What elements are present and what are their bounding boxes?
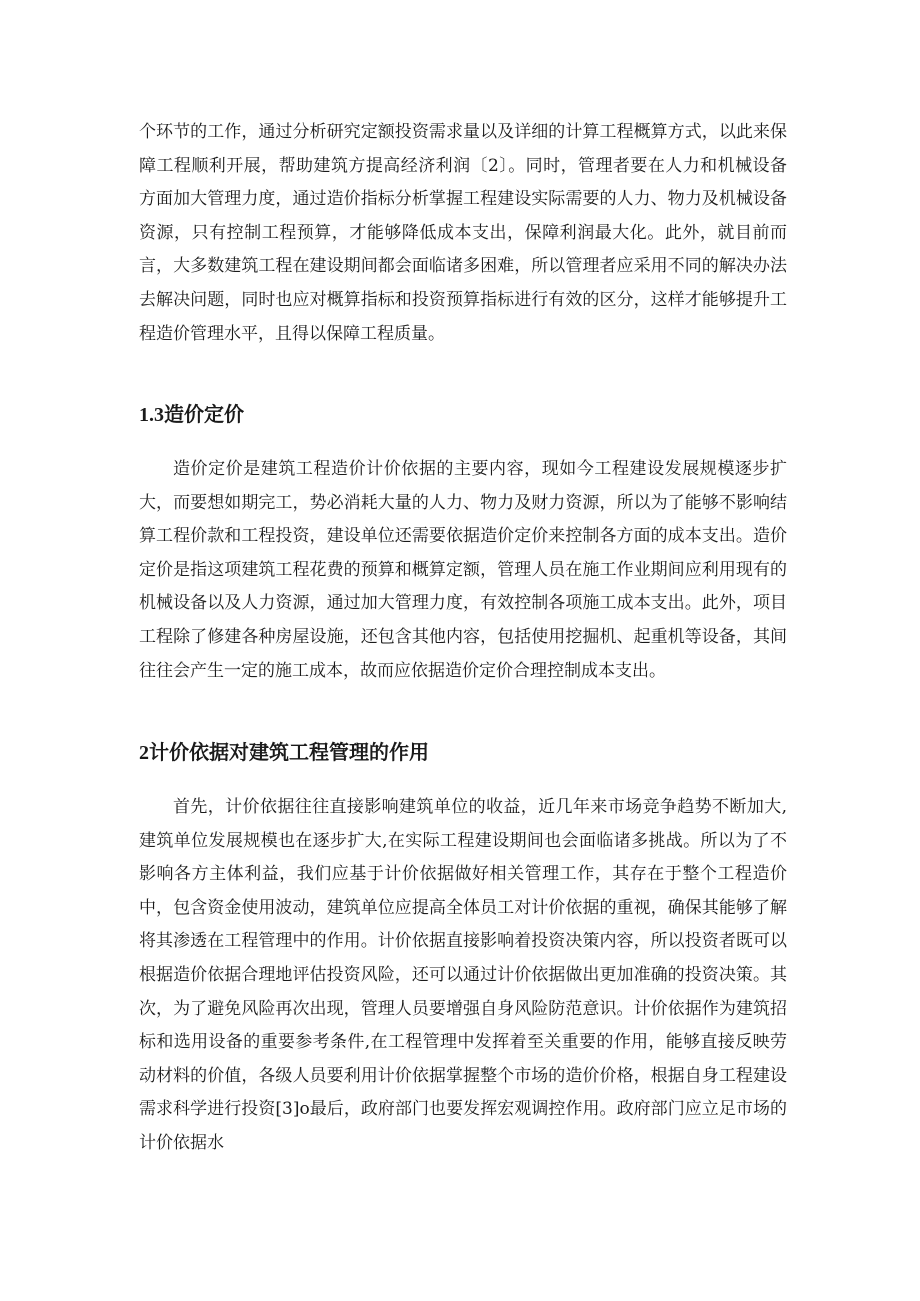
body-paragraph-role: 首先，计价依据往往直接影响建筑单位的收益，近几年来市场竞争趋势不断加大,建筑单位发展规模也在逐步扩大,在实际工程建设期间也会面临诸多挑战。所以为了不影响各方主体利益，我们应基于计价依据做好相关管理工作，其存在于整个工程造价中，包含资金使用波动，建筑单位应提高全体员工对计价依据的重视，确保其能够了解将其渗透在工程管理中的作用。计价依据直接影响着投资决策内容，所以投资者既可以根据造价依据合理地评估投资风险，还可以通过计价依据做出更加准确的投资决策。其次，为了避免风险再次出现，管理人员要增强自身风险防范意识。计价依据作为建筑招标和选用设备的重要参考条件,在工程管理中发挥着至关重要的作用，能够直接反映劳动材料的价值，各级人员要利用计价依据掌握整个市场的造价价格，根据自身工程建设需求科学进行投资[3]o最后，政府部门也要发挥宏观调控作用。政府部门应立足市场的计价依据水 (139, 797, 787, 1153)
section-title: 造价定价 (164, 402, 244, 426)
section-number: 1.3 (139, 404, 164, 426)
section-heading-2 (139, 738, 429, 767)
body-paragraph-pricing: 造价定价是建筑工程造价计价依据的主要内容，现如今工程建设发展规模逐步扩大，而要想如期完工，势必消耗大量的人力、物力及财力资源，所以为了能够不影响结算工程价款和工程投资，建设单位还需要依据造价定价来控制各方面的成本支出。造价定价是指这项建筑工程花费的预算和概算定额，管理人员在施工作业期间应利用现有的机械设备以及人力资源，通过加大管理力度，有效控制各项施工成本支出。此外，项目工程除了修建各种房屋设施，还包含其他内容，包括使用挖掘机、起重机等设备，其间往往会产生一定的施工成本，故而应依据造价定价合理控制成本支出。 (139, 459, 787, 681)
body-paragraph-intro: 个环节的工作，通过分析研究定额投资需求量以及详细的计算工程概算方式，以此来保障工程顺利开展，帮助建筑方提高经济利润〔2〕。同时，管理者要在人力和机械设备方面加大管理力度，通过造价指标分析掌握工程建设实际需要的人力、物力及机械设备资源，只有控制工程预算，才能够降低成本支出，保障利润最大化。此外，就目前而言，大多数建筑工程在建设期间都会面临诸多困难，所以管理者应采用不同的解决办法去解决问题，同时也应对概算指标和投资预算指标进行有效的区分，这样才能够提升工程造价管理水平，且得以保障工程质量。 (139, 122, 787, 344)
section-number: 2 (139, 742, 149, 764)
section-title: 计价依据对建筑工程管理的作用 (149, 740, 429, 764)
section-heading-1-3 (139, 400, 244, 429)
